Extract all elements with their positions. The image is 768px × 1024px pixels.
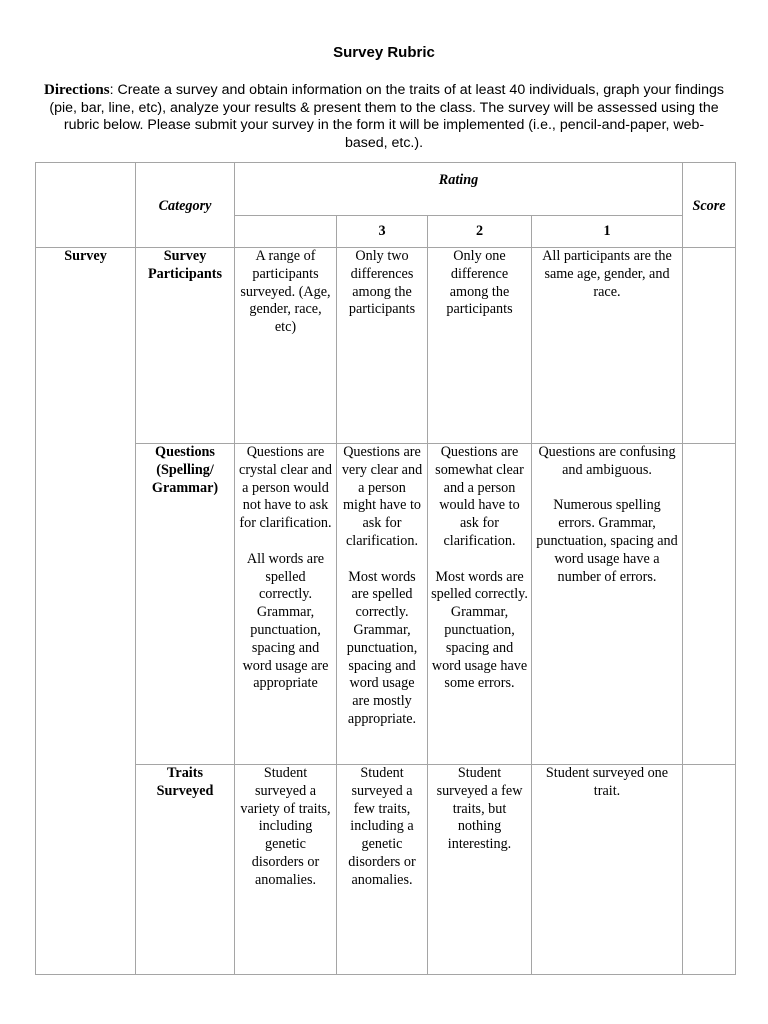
directions-text: : Create a survey and obtain information on the traits of at least 40 individuals, graph your findings (pie, bar, line, etc), analyze your results & present them to the class. The survey will be assessed using the rubric below. Please submit your survey in the form it will be implemented (i.e., pencil-and-paper, web-based, etc.). <box>49 82 724 151</box>
category-cell: Traits Surveyed <box>136 765 235 975</box>
rating-text-clarity: Questions are very clear and a person might have to ask for clarification. <box>341 444 423 549</box>
header-row-rating <box>36 163 736 216</box>
table-row <box>36 765 736 975</box>
page-title: Survey Rubric <box>333 44 435 61</box>
header-rating: Rating <box>235 163 683 216</box>
rating-cell-2 <box>428 444 532 765</box>
score-cell <box>683 248 736 444</box>
directions-label: Directions <box>44 82 110 98</box>
rating-text-clarity: Questions are crystal clear and a person would not have to ask for clarification. <box>239 444 332 532</box>
table-row <box>36 444 736 765</box>
header-score: Score <box>683 163 736 248</box>
header-level-3: 3 <box>337 216 428 248</box>
rating-text-clarity: Questions are confusing and ambiguous. <box>538 444 676 478</box>
header-level-1: 1 <box>532 216 683 248</box>
header-category: Category <box>136 163 235 248</box>
rubric-table <box>35 162 736 975</box>
header-level-2: 2 <box>428 216 532 248</box>
directions-paragraph <box>44 82 724 152</box>
rating-text-clarity: Questions are somewhat clear and a person would have to ask for clarification. <box>435 444 524 549</box>
score-cell <box>683 765 736 975</box>
rating-cell-top: A range of participants surveyed. (Age, gender, race, etc) <box>235 248 337 444</box>
category-cell: Survey Participants <box>136 248 235 444</box>
header-level-top <box>235 216 337 248</box>
category-cell: Questions (Spelling/ Grammar) <box>136 444 235 765</box>
rating-cell-3: Only two differences among the participants <box>337 248 428 444</box>
rating-text-spelling: Numerous spelling errors. Grammar, punctuation, spacing and word usage have a number of errors. <box>536 497 678 585</box>
rating-cell-3 <box>337 444 428 765</box>
section-label: Survey <box>36 248 136 975</box>
rating-text-spelling: All words are spelled correctly. Grammar, punctuation, spacing and word usage are appropriate <box>242 550 329 692</box>
rating-cell-2: Student surveyed a few traits, but nothing interesting. <box>428 765 532 975</box>
rating-cell-top <box>235 444 337 765</box>
header-blank-cell <box>36 163 136 248</box>
rating-cell-3: Student surveyed a few traits, including a genetic disorders or anomalies. <box>337 765 428 975</box>
rating-cell-1: Student surveyed one trait. <box>532 765 683 975</box>
rating-text-spelling: Most words are spelled correctly. Grammar, punctuation, spacing and word usage are mostly appropriate. <box>346 568 418 727</box>
table-row <box>36 248 736 444</box>
rating-text-spelling: Most words are spelled correctly. Grammar, punctuation, spacing and word usage have some errors. <box>431 568 528 692</box>
rating-cell-1: All participants are the same age, gender, and race. <box>532 248 683 444</box>
score-cell <box>683 444 736 765</box>
rating-cell-1 <box>532 444 683 765</box>
rating-cell-top: Student surveyed a variety of traits, including genetic disorders or anomalies. <box>235 765 337 975</box>
rating-cell-2: Only one difference among the participants <box>428 248 532 444</box>
